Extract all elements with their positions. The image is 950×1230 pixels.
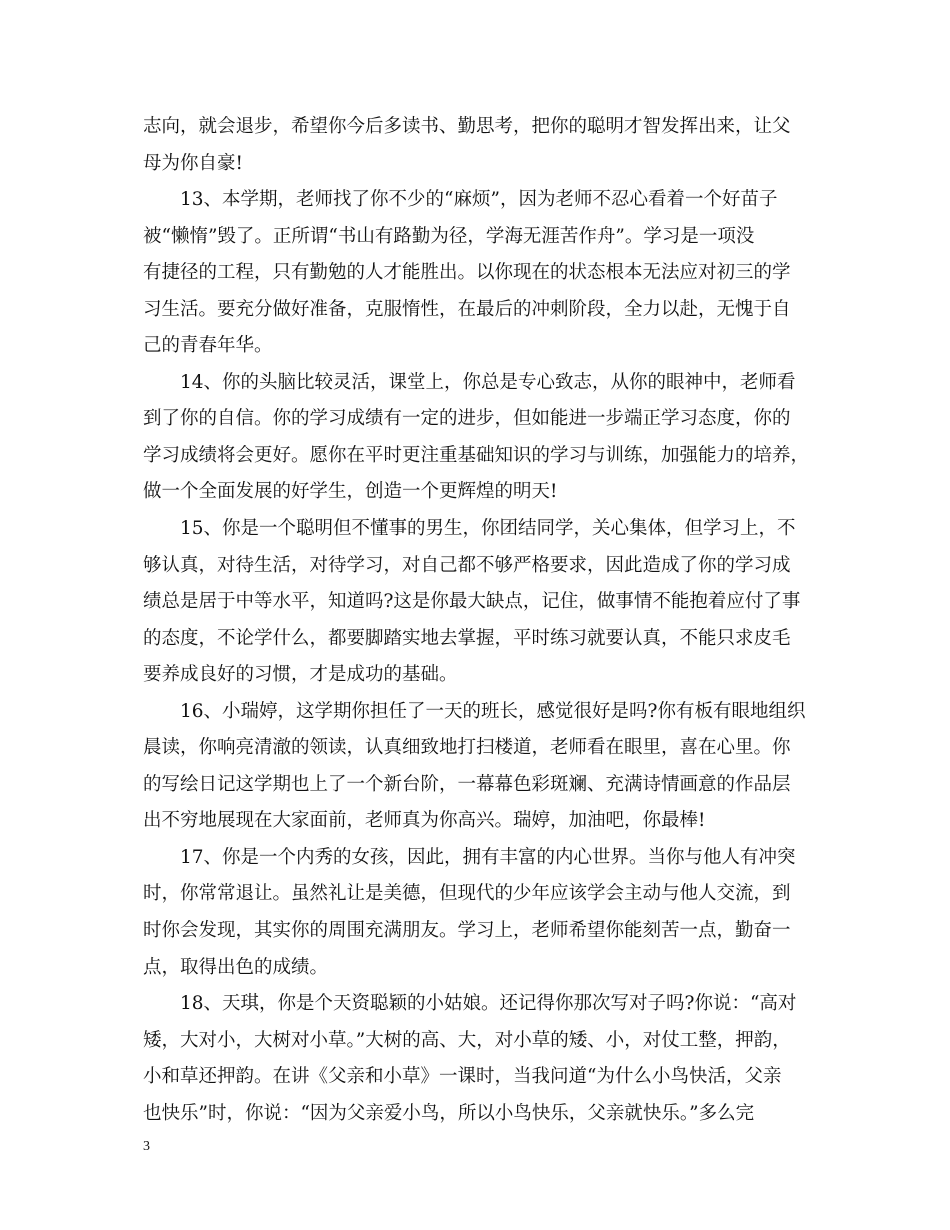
text-line: 的写绘日记这学期也上了一个新台阶，一幕幕色彩斑斓、充满诗情画意的作品层 [143,773,791,795]
text-line: 母为你自豪! [143,152,243,174]
text-line: 学习成绩将会更好。愿你在平时更注重基础知识的学习与训练，加强能力的培养， [143,444,810,466]
text-line: 18、天琪，你是个天资聪颖的小姑娘。还记得你那次写对子吗?你说：“高对 [143,993,797,1015]
text-line: 做一个全面发展的好学生，创造一个更辉煌的明天! [143,481,558,503]
text-line: 13、本学期，老师找了你不少的“麻烦”，因为老师不忍心看着一个好苗子 [143,189,778,211]
text-line: 己的青春年华。 [143,335,273,357]
text-line: 的态度，不论学什么，都要脚踏实地去掌握，平时练习就要认真，不能只求皮毛 [143,627,791,649]
text-line: 有捷径的工程，只有勤勉的人才能胜出。以你现在的状态根本无法应对初三的学 [143,262,791,284]
text-line: 时，你常常退让。虽然礼让是美德，但现代的少年应该学会主动与他人交流，到 [143,883,791,905]
text-line: 被“懒惰”毁了。正所谓“书山有路勤为径，学海无涯苦作舟”。学习是一项没 [143,225,755,247]
text-line: 出不穷地展现在大家面前，老师真为你高兴。瑞婷，加油吧，你最棒! [143,810,706,832]
text-line: 够认真，对待生活，对待学习，对自己都不够严格要求，因此造成了你的学习成 [143,554,791,576]
text-line: 点，取得出色的成绩。 [143,956,329,978]
text-line: 绩总是居于中等水平，知道吗?这是你最大缺点，记住，做事情不能抱着应付了事 [143,591,801,613]
text-line: 要养成良好的习惯，才是成功的基础。 [143,664,458,686]
text-line: 15、你是一个聪明但不懂事的男生，你团结同学，关心集体，但学习上，不 [143,518,796,540]
text-line: 16、小瑞婷，这学期你担任了一天的班长，感觉很好是吗?你有板有眼地组织 [143,700,806,722]
body-text [143,109,809,1132]
text-line: 小和草还押韵。在讲《父亲和小草》一课时，当我问道“为什么小鸟快活，父亲 [143,1066,782,1088]
text-line: 到了你的自信。你的学习成绩有一定的进步，但如能进一步端正学习态度，你的 [143,408,791,430]
page-number: 3 [143,1139,150,1154]
text-line: 17、你是一个内秀的女孩，因此，拥有丰富的内心世界。当你与他人有冲突 [143,846,796,868]
text-line: 矮，大对小，大树对小草。”大树的高、大，对小草的矮、小，对仗工整，押韵， [143,1029,791,1051]
text-line: 习生活。要充分做好准备，克服惰性，在最后的冲刺阶段，全力以赴，无愧于自 [143,298,791,320]
text-line: 14、你的头脑比较灵活，课堂上，你总是专心致志，从你的眼神中，老师看 [143,371,796,393]
text-line: 晨读，你响亮清澈的领读，认真细致地打扫楼道，老师看在眼里，喜在心里。你 [143,737,791,759]
text-line: 时你会发现，其实你的周围充满朋友。学习上，老师希望你能刻苦一点，勤奋一 [143,920,791,942]
text-line: 也快乐”时，你说：“因为父亲爱小鸟，所以小鸟快乐，父亲就快乐。”多么完 [143,1102,755,1124]
text-line: 志向，就会退步，希望你今后多读书、勤思考，把你的聪明才智发挥出来，让父 [143,116,791,137]
